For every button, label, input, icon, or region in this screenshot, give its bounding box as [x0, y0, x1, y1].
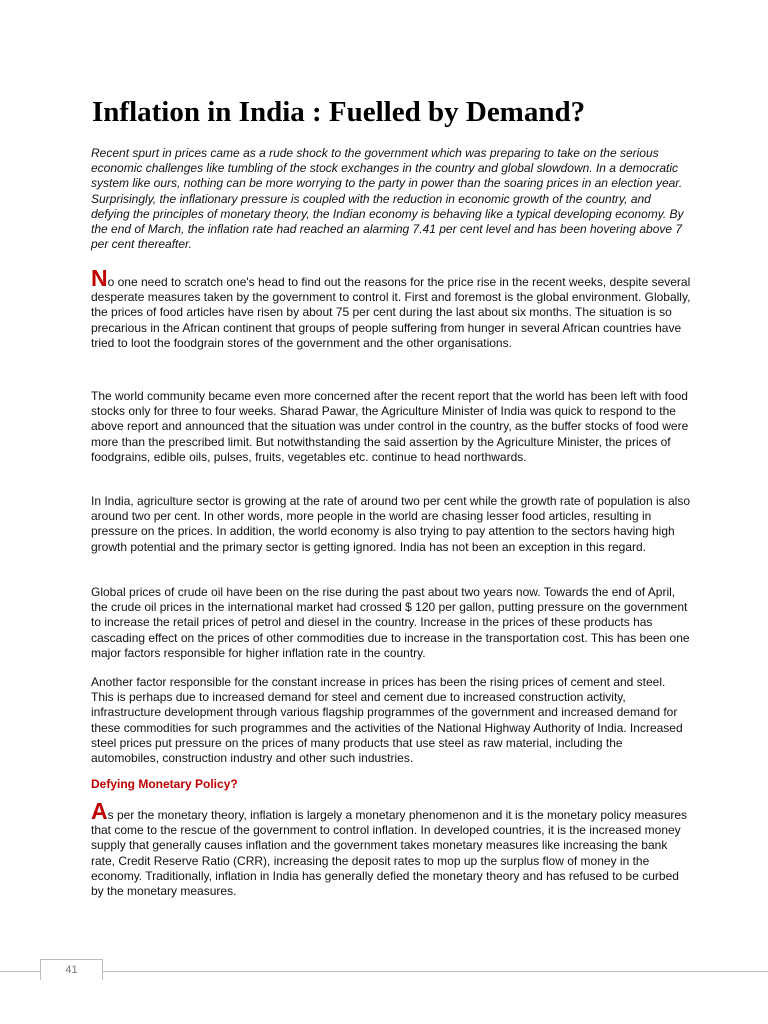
footer-rule — [0, 971, 768, 972]
body-paragraph-6 — [91, 798, 691, 899]
body-paragraph-2: The world community became even more concerned after the recent report that the world has been left with food stocks only for three to four weeks. Sharad Pawar, the Agriculture Minister of India was quick to respond to the above report and announced that the situation was under control in the country, as the buffer stocks of food were more than the prescribed limit. But notwithstanding the said assertion by the Agriculture Minister, the prices of foodgrains, edible oils, pulses, fruits, vegetables etc. continue to head northwards. — [91, 389, 689, 464]
paragraph-text: s per the monetary theory, inflation is largely a monetary phenomenon and it is the monetary policy measures that come to the rescue of the government to control inflation. In developed countries, it is the increased money supply that generally causes inflation and the government takes monetary measures like increasing the bank rate, Credit Reserve Ratio (CRR), increasing the deposit rates to mop up the surplus flow of money in the economy. Traditionally, inflation in India has generally defied the monetary theory and has refused to be curbed by the monetary measures. — [91, 808, 688, 899]
dropcap-letter: N — [91, 265, 108, 291]
body-paragraph-5: Another factor responsible for the constant increase in prices has been the rising prices of cement and steel. This is perhaps due to increased demand for steel and cement due to increased construction activity, infrastructure development through various flagship programmes of the government and increased demand for these commodities for such programmes and the activities of the National Highway Authority of India. Increased steel prices put pressure on the prices of many products that use steel as raw material, including the automobiles, construction industry and other such industries. — [91, 675, 683, 766]
page-title: Inflation in India : Fuelled by Demand? — [92, 96, 586, 128]
body-paragraph-1 — [91, 265, 691, 351]
paragraph-text: o one need to scratch one's head to find out the reasons for the price rise in the recent weeks, despite several desperate measures taken by the government to control it. First and foremost is the global environment. Globally, the prices of food articles have risen by about 75 per cent during the last about six months. The situation is so precarious in the African continent that groups of people suffering from hunger in several African countries have tried to loot the foodgrain stores of the government and the other organisations. — [91, 275, 691, 350]
body-paragraph-4: Global prices of crude oil have been on the rise during the past about two years now. Towards the end of April, the crude oil prices in the international market had crossed $ 120 per gallon, putting pressure on the government to increase the retail prices of petrol and diesel in the country. Increase in the prices of these products has cascading effect on the prices of other commodities due to increase in the transportation cost. This has been one major factors responsible for higher inflation rate in the country. — [91, 585, 690, 660]
intro-paragraph: Recent spurt in prices came as a rude shock to the government which was preparing to take on the serious economic challenges like tumbling of the stock exchanges in the country and global slowdown. In a democratic system like ours, nothing can be more worrying to the party in power than the soaring prices in an election year. Surprisingly, the inflationary pressure is coupled with the reduction in economic growth of the country, and defying the principles of monetary theory, the Indian economy is behaving like a typical developing economy. By the end of March, the inflation rate had reached an alarming 7.41 per cent level and has been hovering above 7 per cent thereafter. — [91, 146, 684, 252]
dropcap-letter: A — [91, 798, 108, 824]
section-subheading: Defying Monetary Policy? — [91, 777, 238, 791]
body-paragraph-3: In India, agriculture sector is growing at the rate of around two per cent while the growth rate of population is also around two per cent. In other words, more people in the world are chasing lesser food articles, resulting in pressure on the prices. In addition, the world economy is also trying to pay attention to the sectors having high growth potential and the primary sector is getting ignored. India has not been an exception in this regard. — [91, 494, 691, 554]
page-number: 41 — [40, 959, 103, 980]
